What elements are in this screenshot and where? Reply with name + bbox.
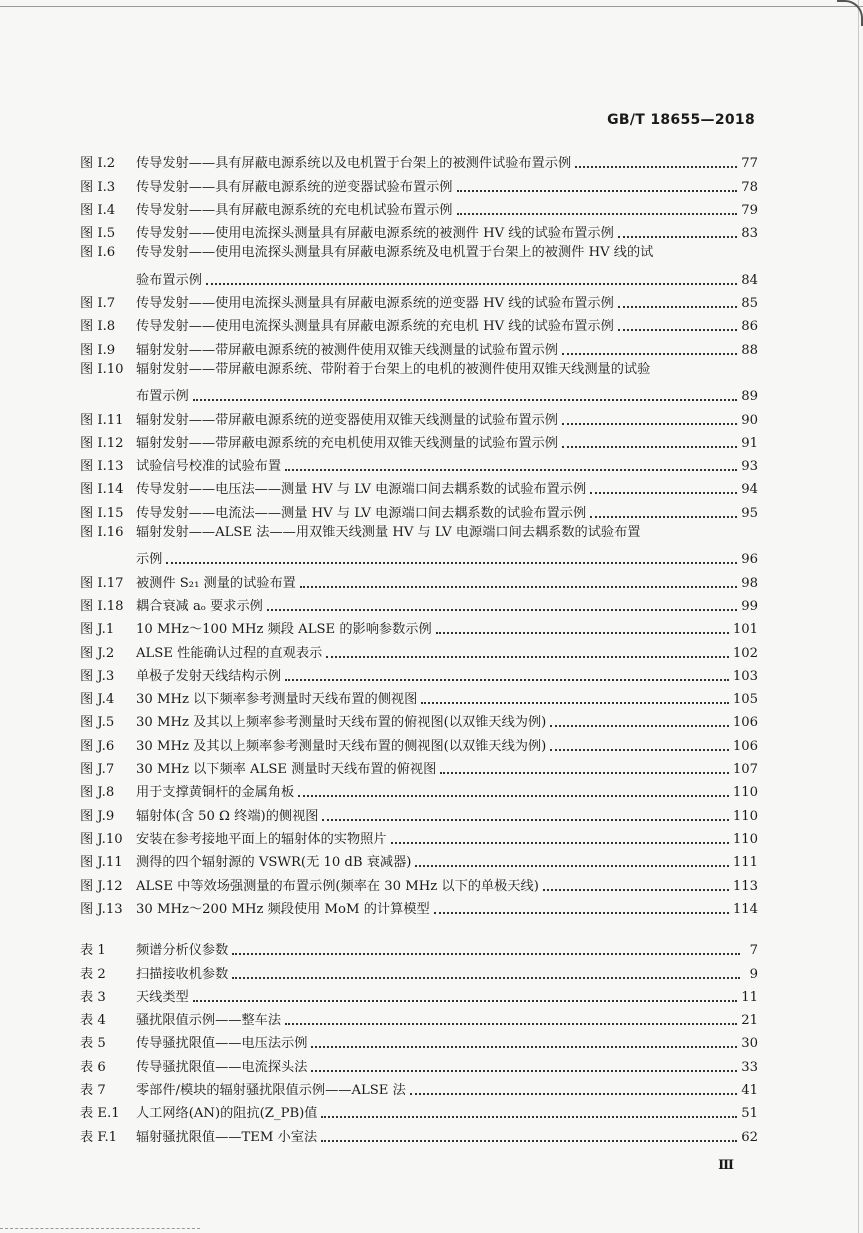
leader-dots [562, 422, 737, 425]
page-number: 86 [741, 319, 758, 335]
leader-dots [590, 515, 737, 518]
entry-label: 图 I.18 [80, 598, 124, 614]
entry-body [136, 855, 758, 871]
leader-dots [457, 212, 738, 215]
entry-body [136, 879, 758, 895]
page-folio: Ⅲ [718, 1158, 733, 1173]
entry-title: 被测件 S₂₁ 测量的试验布置 [136, 575, 296, 591]
page-number: 110 [732, 831, 758, 847]
entry-title: 辐射骚扰限值——TEM 小室法 [136, 1129, 318, 1145]
entry-label: 图 J.5 [80, 715, 115, 731]
entry-title: 骚扰限值示例——整车法 [136, 1013, 282, 1029]
toc-figure-entry[interactable] [80, 522, 758, 569]
entry-label: 图 J.2 [80, 645, 115, 661]
entry-label: 图 I.12 [80, 435, 124, 451]
leader-dots [421, 701, 729, 704]
leader-dots [436, 631, 729, 634]
toc-figure-entry[interactable] [80, 848, 758, 871]
page-number: 114 [732, 901, 758, 917]
toc-table-entry[interactable] [80, 1122, 758, 1145]
entry-title: 传导发射——电流法——测量 HV 与 LV 电源端口间去耦系数的试验布置示例 [136, 505, 587, 521]
page-number: 111 [732, 855, 758, 871]
toc-table-entry[interactable] [80, 1029, 758, 1052]
entry-label: 图 I.15 [80, 505, 124, 521]
toc-figure-entry[interactable] [80, 405, 758, 428]
page-edge-line [0, 6, 863, 7]
page-number: 84 [741, 272, 758, 288]
toc-figure-entry[interactable] [80, 592, 758, 615]
page-corner-curl [837, 0, 863, 26]
entry-body [136, 967, 758, 983]
entry-title: 传导发射——使用电流探头测量具有屏蔽电源系统及电机置于台架上的被测件 HV 线的试 [136, 245, 654, 261]
leader-dots [193, 398, 737, 401]
toc-table-entry[interactable] [80, 1006, 758, 1029]
leader-dots [311, 1069, 737, 1072]
entry-title-continued: 示例 [136, 552, 163, 568]
page-number: 85 [741, 296, 758, 312]
toc-figure-entry[interactable] [80, 452, 758, 475]
entry-body [136, 413, 758, 429]
page-number: 98 [741, 575, 758, 591]
page-number: 78 [741, 179, 758, 195]
entry-body [136, 226, 758, 242]
entry-label: 图 I.2 [80, 156, 116, 172]
entry-label: 表 1 [80, 943, 106, 959]
entry-body [136, 832, 758, 848]
entry-title: 试验信号校准的试验布置 [136, 459, 282, 475]
entry-title: 天线类型 [136, 989, 189, 1005]
entry-body [136, 482, 758, 498]
entry-label: 图 J.1 [80, 622, 115, 638]
page-number: 99 [741, 598, 758, 614]
toc-table-entry[interactable] [80, 959, 758, 982]
entry-body [136, 692, 758, 708]
entry-label: 图 J.7 [80, 762, 115, 778]
page-number: 107 [732, 762, 758, 778]
page-number: 30 [741, 1036, 758, 1052]
toc-figure-entry[interactable] [80, 895, 758, 918]
entry-body [136, 343, 758, 359]
entry-body [136, 902, 758, 918]
page-number: 113 [732, 878, 758, 894]
toc-table-entry[interactable] [80, 1099, 758, 1122]
entry-body [136, 739, 758, 755]
entry-body [136, 359, 758, 406]
entry-label: 表 F.1 [80, 1129, 118, 1145]
figure-list [80, 149, 758, 918]
page-number: 110 [732, 785, 758, 801]
toc-figure-entry[interactable] [80, 615, 758, 638]
leader-dots [166, 561, 737, 564]
toc-figure-entry[interactable] [80, 196, 758, 219]
toc-figure-entry[interactable] [80, 801, 758, 824]
leader-dots [322, 818, 728, 821]
leader-dots [440, 771, 729, 774]
entry-title: 传导发射——使用电流探头测量具有屏蔽电源系统的被测件 HV 线的试验布置示例 [136, 226, 614, 242]
entry-title: 30 MHz 以下频率 ALSE 测量时天线布置的俯视图 [136, 762, 437, 778]
entry-title: 辐射发射——带屏蔽电源系统的充电机使用双锥天线测量的试验布置示例 [136, 435, 558, 451]
leader-dots [285, 1022, 737, 1025]
leader-dots [300, 585, 737, 588]
entry-title: ALSE 性能确认过程的直观表示 [136, 645, 323, 661]
leader-dots [326, 655, 729, 658]
leader-dots [285, 468, 737, 471]
toc-figure-entry[interactable] [80, 755, 758, 778]
entry-body [136, 576, 758, 592]
entry-title: 传导发射——使用电流探头测量具有屏蔽电源系统的逆变器 HV 线的试验布置示例 [136, 296, 614, 312]
toc-figure-entry[interactable] [80, 708, 758, 731]
page-number: 102 [732, 645, 758, 661]
entry-title: 30 MHz 及其以上频率参考测量时天线布置的侧视图(以双锥天线为例) [136, 738, 547, 754]
page-number: 21 [741, 1013, 758, 1029]
leader-dots [543, 888, 729, 891]
entry-label: 图 J.6 [80, 738, 115, 754]
leader-dots [550, 748, 729, 751]
entry-label: 表 6 [80, 1059, 106, 1075]
page-number: 110 [732, 808, 758, 824]
leader-dots [321, 1115, 737, 1118]
toc-figure-entry[interactable] [80, 825, 758, 848]
entry-title: 单极子发射天线结构示例 [136, 668, 282, 684]
page-number: 11 [741, 989, 758, 1005]
entry-body [136, 296, 758, 312]
toc-figure-entry[interactable] [80, 498, 758, 521]
page-bottom-mark [0, 1227, 200, 1229]
page-number: 106 [732, 738, 758, 754]
page-number: 105 [732, 692, 758, 708]
entry-body [136, 943, 758, 959]
page-number: 33 [741, 1059, 758, 1075]
toc-figure-entry[interactable] [80, 335, 758, 358]
toc-figure-entry[interactable] [80, 638, 758, 661]
entry-title: 传导骚扰限值——电压法示例 [136, 1036, 308, 1052]
toc-figure-entry[interactable] [80, 242, 758, 289]
entry-label: 图 J.3 [80, 668, 115, 684]
entry-label: 图 I.3 [80, 179, 116, 195]
entry-body [136, 436, 758, 452]
entry-title-continued: 布置示例 [136, 389, 189, 405]
leader-dots [562, 445, 737, 448]
entry-body [136, 809, 758, 825]
standard-code: GB/T 18655—2018 [607, 112, 755, 128]
leader-dots [618, 305, 737, 308]
entry-body [136, 1060, 758, 1076]
entry-body [136, 506, 758, 522]
toc-table-entry[interactable] [80, 983, 758, 1006]
entry-title: ALSE 中等效场强测量的布置示例(频率在 30 MHz 以下的单极天线) [136, 878, 539, 894]
leader-dots [321, 1139, 737, 1142]
toc-table-entry[interactable] [80, 1052, 758, 1075]
entry-body [136, 1083, 758, 1099]
page-number: 79 [741, 202, 758, 218]
entry-title: 测得的四个辐射源的 VSWR(无 10 dB 衰减器) [136, 855, 412, 871]
toc-figure-entry[interactable] [80, 219, 758, 242]
toc-figure-entry[interactable] [80, 312, 758, 335]
leader-dots [618, 328, 737, 331]
leader-dots [193, 999, 737, 1002]
entry-title-continued: 验布置示例 [136, 272, 202, 288]
entry-label: 图 J.8 [80, 785, 115, 801]
leader-dots [285, 678, 729, 681]
toc-figure-entry[interactable] [80, 149, 758, 172]
entry-label: 图 I.11 [80, 412, 124, 428]
entry-label: 图 I.5 [80, 226, 116, 242]
entry-body [136, 762, 758, 778]
entry-label: 图 I.7 [80, 296, 116, 312]
entry-label: 图 J.4 [80, 692, 115, 708]
page-number: 77 [741, 156, 758, 172]
entry-title: 传导发射——具有屏蔽电源系统的充电机试验布置示例 [136, 202, 453, 218]
entry-label: 图 I.14 [80, 482, 124, 498]
page-number: 106 [732, 715, 758, 731]
entry-body [136, 1106, 758, 1122]
entry-label: 图 I.6 [80, 245, 116, 261]
page-number: 88 [741, 342, 758, 358]
leader-dots [267, 608, 737, 611]
entry-title: 用于支撑黄铜杆的金属角板 [136, 785, 295, 801]
entry-label: 图 I.9 [80, 342, 116, 358]
entry-body [136, 669, 758, 685]
entry-body [136, 646, 758, 662]
entry-title: 扫描接收机参数 [136, 966, 229, 982]
toc-figure-entry[interactable] [80, 731, 758, 754]
leader-dots [415, 864, 728, 867]
leader-dots [311, 1045, 737, 1048]
entry-title: 30 MHz 以下频率参考测量时天线布置的侧视图 [136, 692, 418, 708]
entry-body [136, 785, 758, 801]
toc-table-entry[interactable] [80, 1076, 758, 1099]
entry-title: 辐射发射——带屏蔽电源系统、带附着于台架上的电机的被测件使用双锥天线测量的试验 [136, 361, 651, 377]
page-edge-right-line [858, 0, 859, 1233]
entry-label: 图 I.4 [80, 202, 116, 218]
entry-title: 辐射发射——ALSE 法——用双锥天线测量 HV 与 LV 电源端口间去耦系数的试验布置 [136, 524, 641, 540]
toc-figure-entry[interactable] [80, 289, 758, 312]
entry-body [136, 1013, 758, 1029]
page-number: 62 [741, 1129, 758, 1145]
entry-label: 图 J.12 [80, 878, 123, 894]
entry-body [136, 1036, 758, 1052]
toc-figure-entry[interactable] [80, 429, 758, 452]
leader-dots [410, 1092, 737, 1095]
entry-label: 图 J.9 [80, 808, 115, 824]
toc-figure-entry[interactable] [80, 172, 758, 195]
page-number: 96 [741, 552, 758, 568]
entry-title: 耦合衰减 aₒ 要求示例 [136, 598, 263, 614]
toc-figure-entry[interactable] [80, 662, 758, 685]
entry-label: 表 4 [80, 1013, 106, 1029]
toc-figure-entry[interactable] [80, 685, 758, 708]
leader-dots [618, 235, 737, 238]
entry-body [136, 156, 758, 172]
entry-body [136, 990, 758, 1006]
page-number: 41 [741, 1083, 758, 1099]
entry-title: 30 MHz～200 MHz 频段使用 MoM 的计算模型 [136, 901, 430, 917]
entry-title: 零部件/模块的辐射骚扰限值示例——ALSE 法 [136, 1083, 406, 1099]
entry-body [136, 203, 758, 219]
entry-body [136, 180, 758, 196]
page-number: 101 [732, 622, 758, 638]
entry-title: 频谱分析仪参数 [136, 943, 229, 959]
entry-body [136, 622, 758, 638]
page-number: 103 [732, 668, 758, 684]
entry-continuation-line [136, 552, 758, 568]
entry-continuation-line [136, 273, 758, 289]
toc-figure-entry[interactable] [80, 778, 758, 801]
toc-table-entry[interactable] [80, 936, 758, 959]
leader-dots [434, 911, 729, 914]
entry-label: 表 3 [80, 989, 106, 1005]
entry-body [136, 522, 758, 569]
leader-dots [590, 491, 737, 494]
page-number: 51 [741, 1106, 758, 1122]
leader-dots [457, 189, 738, 192]
toc-figure-entry[interactable] [80, 568, 758, 591]
entry-body [136, 599, 758, 615]
entry-title: 辐射发射——带屏蔽电源系统的逆变器使用双锥天线测量的试验布置示例 [136, 412, 558, 428]
page-number: 95 [741, 505, 758, 521]
entry-body [136, 319, 758, 335]
entry-label: 图 J.13 [80, 901, 123, 917]
entry-continuation-line [136, 389, 758, 405]
entry-title: 安装在参考接地平面上的辐射体的实物照片 [136, 831, 387, 847]
leader-dots [575, 165, 737, 168]
entry-title: 30 MHz 及其以上频率参考测量时天线布置的俯视图(以双锥天线为例) [136, 715, 547, 731]
entry-label: 图 I.16 [80, 524, 124, 540]
entry-body [136, 459, 758, 475]
entry-title: 传导发射——具有屏蔽电源系统的逆变器试验布置示例 [136, 179, 453, 195]
entry-label: 表 7 [80, 1083, 106, 1099]
entry-title: 辐射体(含 50 Ω 终端)的侧视图 [136, 808, 319, 824]
entry-label: 图 I.10 [80, 361, 124, 377]
entry-label: 表 E.1 [80, 1106, 120, 1122]
entry-body [136, 1130, 758, 1146]
entry-label: 表 2 [80, 966, 106, 982]
page-number: 94 [741, 482, 758, 498]
page-number: 7 [749, 943, 758, 959]
page-number: 83 [741, 226, 758, 242]
leader-dots [562, 352, 737, 355]
leader-dots [206, 282, 737, 285]
entry-title: 传导发射——电压法——测量 HV 与 LV 电源端口间去耦系数的试验布置示例 [136, 482, 587, 498]
entry-title: 10 MHz～100 MHz 频段 ALSE 的影响参数示例 [136, 622, 432, 638]
entry-body [136, 242, 758, 289]
toc-figure-entry[interactable] [80, 871, 758, 894]
entry-title: 辐射发射——带屏蔽电源系统的被测件使用双锥天线测量的试验布置示例 [136, 342, 558, 358]
entry-body [136, 715, 758, 731]
page-number: 90 [741, 412, 758, 428]
toc-figure-entry[interactable] [80, 475, 758, 498]
page-number: 91 [741, 435, 758, 451]
leader-dots [550, 724, 729, 727]
page-number: 9 [749, 966, 758, 982]
entry-title: 传导发射——使用电流探头测量具有屏蔽电源系统的充电机 HV 线的试验布置示例 [136, 319, 614, 335]
entry-title: 传导发射——具有屏蔽电源系统以及电机置于台架上的被测件试验布置示例 [136, 156, 572, 172]
entry-title: 传导骚扰限值——电流探头法 [136, 1059, 308, 1075]
entry-title: 人工网络(AN)的阻抗(Z_PB)值 [136, 1106, 318, 1122]
entry-label: 图 I.17 [80, 575, 124, 591]
entry-label: 表 5 [80, 1036, 106, 1052]
leader-dots [298, 794, 729, 797]
entry-label: 图 I.8 [80, 319, 116, 335]
leader-dots [391, 841, 729, 844]
entry-label: 图 J.11 [80, 855, 123, 871]
leader-dots [232, 952, 740, 955]
entry-label: 图 I.13 [80, 459, 124, 475]
leader-dots [232, 976, 740, 979]
table-list [80, 936, 758, 1146]
page-number: 93 [741, 459, 758, 475]
page-number: 89 [741, 389, 758, 405]
entry-label: 图 J.10 [80, 831, 123, 847]
toc-figure-entry[interactable] [80, 359, 758, 406]
